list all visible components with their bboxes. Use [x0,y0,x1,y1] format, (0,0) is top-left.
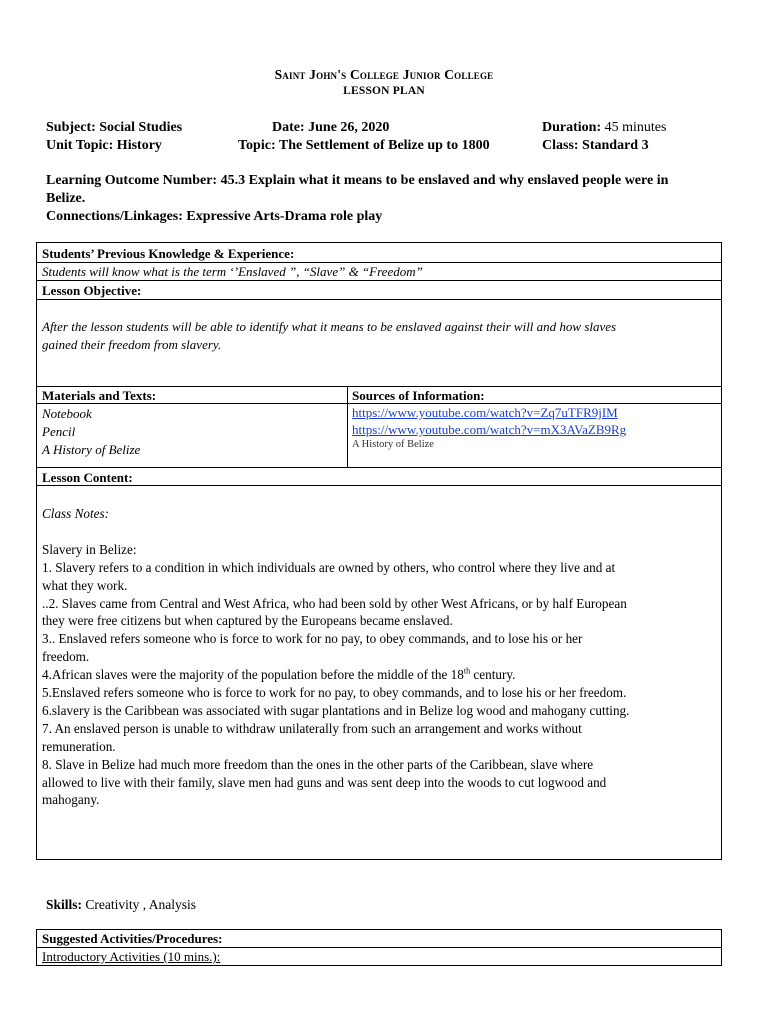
activities-header: Suggested Activities/Procedures: [42,931,223,946]
superscript: th [463,666,471,676]
content-line [42,666,718,684]
document-type: LESSON PLAN [343,85,425,97]
content-line: 1. Slavery refers to a condition in which individuals are owned by others, who control where they live and at [42,559,616,575]
sources-header: Sources of Information: [352,388,485,403]
skills-value: Creativity , Analysis [82,897,197,912]
introductory-activities [42,949,220,965]
content-line-text: century. [470,667,516,683]
content-line: mahogany. [42,792,100,808]
duration-key: Duration: [542,120,602,135]
lesson-objective-header: Lesson Objective: [42,283,142,298]
duration [542,120,666,136]
content-line: they were free citizens but when captured by the Europeans became enslaved. [42,613,453,629]
date-label: Date: June 26, 2020 [272,120,390,135]
content-line: 8. Slave in Belize had much more freedom than the ones in the other parts of the Caribbean, slave where [42,756,594,772]
content-line: allowed to live with their family, slave men had guns and was sent deep into the woods to cut logwood and [42,774,607,790]
content-line: 3.. Enslaved refers someone who is force to work for no pay, to obey commands, and to lose his or her [42,631,583,647]
lesson-objective-line2: gained their freedom from slavery. [42,337,222,352]
college-title: Saint John's College Junior College [274,67,494,82]
content-line: freedom. [42,649,90,665]
material-item: Pencil [42,424,76,439]
unit-topic-label: Unit Topic: History [46,138,162,153]
materials-header: Materials and Texts: [42,388,157,403]
learning-outcome-line2: Belize. [46,191,86,206]
class-notes-label: Class Notes: [42,506,110,521]
lesson-content-body [42,505,718,809]
subject-label: Subject: Social Studies [46,120,183,135]
content-line: what they work. [42,577,128,593]
learning-outcome-line1: Learning Outcome Number: 45.3 Explain what it means to be enslaved and why enslaved people were in [46,173,669,188]
content-line: 5.Enslaved refers someone who is force to work for no pay, to obey commands, and to lose his or her freedom. [42,685,627,701]
previous-knowledge-text: Students will know what is the term ‘’Enslaved ”, “Slave” & “Freedom” [42,264,423,279]
content-line: remuneration. [42,738,116,754]
content-line: 6.slavery is the Caribbean was associated with sugar plantations and in Belize log wood and mahogany cutting. [42,702,630,718]
skills-label: Skills: [46,897,83,912]
connections-linkages: Connections/Linkages: Expressive Arts-Drama role play [46,209,383,224]
material-item: A History of Belize [42,442,141,457]
content-line: ..2. Slaves came from Central and West Africa, who had been sold by other West Africans, or by half European [42,595,627,611]
duration-value: 45 minutes [601,120,667,135]
lesson-objective-line1: After the lesson students will be able to identify what it means to be enslaved against their will and how slaves [42,319,617,334]
material-item: Notebook [42,406,92,421]
source-book: A History of Belize [352,439,434,450]
class-label: Class: Standard 3 [542,138,649,153]
lesson-content-header: Lesson Content: [42,470,133,485]
source-link[interactable]: https://www.youtube.com/watch?v=mX3AVaZB9Rg [352,422,627,437]
slavery-heading: Slavery in Belize: [42,541,137,557]
source-link[interactable]: https://www.youtube.com/watch?v=Zq7uTFR9jIM [352,405,618,420]
content-line-text: 4.African slaves were the majority of the population before the middle of the 18 [42,667,464,683]
skills [46,897,196,913]
topic-label: Topic: The Settlement of Belize up to 1800 [238,138,490,153]
introductory-activities-duration: (10 mins.): [163,949,221,964]
introductory-activities-label: Introductory Activities [42,949,164,964]
previous-knowledge-header: Students’ Previous Knowledge & Experience: [42,246,295,261]
content-line: 7. An enslaved person is unable to withdraw unilaterally from such an arrangement and works without [42,720,582,736]
